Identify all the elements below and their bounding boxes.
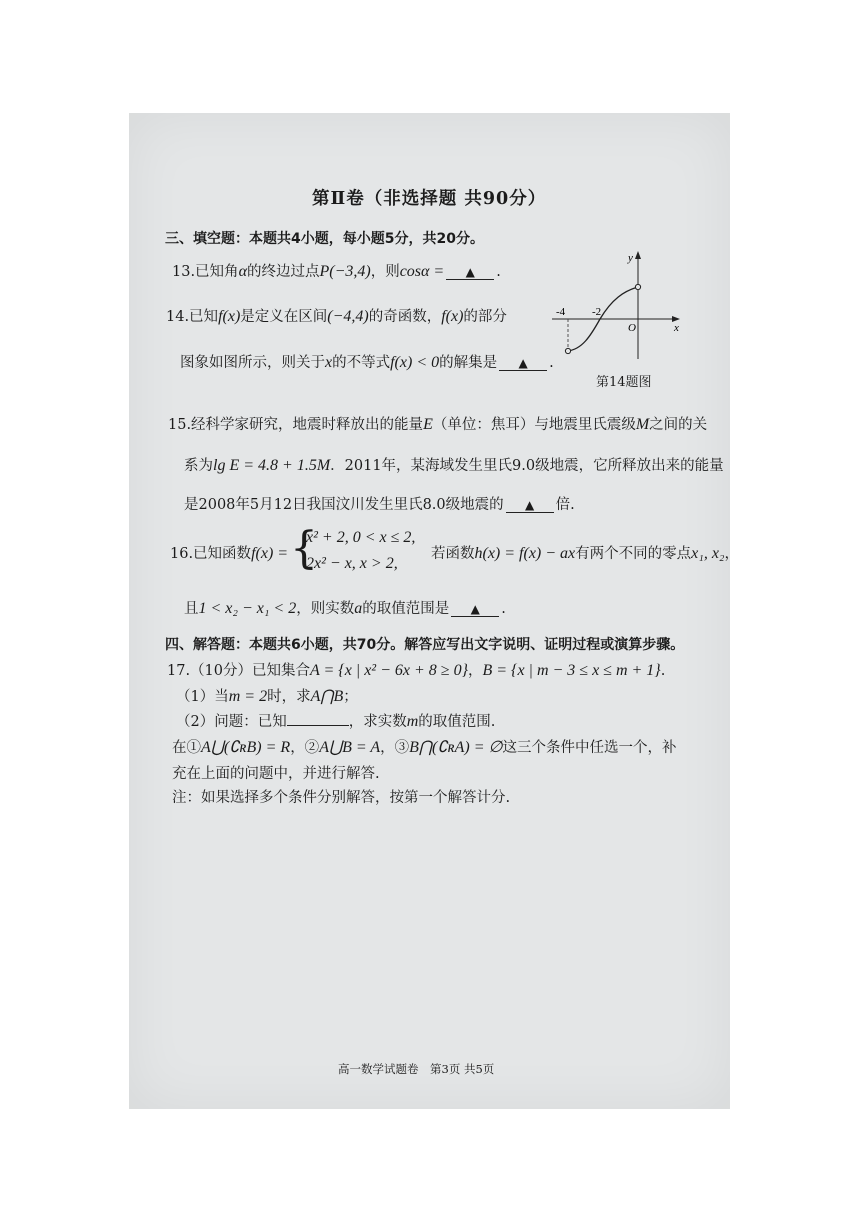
section-3-heading: 三、填空题：本题共4小题，每小题5分，共20分。 [165,231,484,247]
q15-M: M [635,416,650,433]
q17-condition-3: B⋂(∁ʀA) = ∅ [409,739,503,756]
open-endpoint-left [565,348,570,353]
q15-text: 15.经科学家研究，地震时释放出的能量 [168,417,424,433]
section-4-heading: 四、解答题：本题共6小题，共70分。解答应写出文字说明、证明过程或演算步骤。 [165,637,685,653]
q17-c3-prefix: ，③ [380,740,410,756]
q13-answer-blank: ▲ [446,265,494,280]
q15-text-2: 系为 [184,458,213,474]
q15-text-3-end: 倍. [555,497,575,513]
q15-text-end: 之间的关 [649,417,708,433]
q17-part1-end: ； [343,689,358,705]
q17-part1-mid: 时，求 [267,689,311,705]
q17-conditions-line-2: 充在上面的问题中，并进行解答. [172,766,380,782]
q17-part2-mid: ，求实数 [348,714,407,730]
q16-text-mid: 若函数 [431,546,475,562]
question-16-lead [170,542,288,563]
q16-condition: 1 < x₂ − x₁ < 2 [198,600,297,617]
q16-text-mid2: 有两个不同的零点 [575,546,692,562]
q15-text-2-end: ．2011年，某海域发生里氏9.0级地震，它所释放出来的能量 [330,458,724,474]
q14-text-2: 图象如图所示，则关于 [180,355,325,371]
q17-conditions [172,736,677,757]
q13-text: 13.已知角 [172,264,239,280]
q13-point: P(−3,4) [319,263,371,280]
q13-alpha: α [238,263,247,280]
q17-part1-text: （1）当 [176,689,229,705]
q17-condition-2: A⋃B = A [319,739,381,756]
q17-part1-cond: m = 2 [228,688,268,705]
q17-part-1 [176,685,358,706]
q14-graph-figure [548,247,688,367]
q17-set-a: A = {x | x² − 6x + 8 ≥ 0} [310,662,468,679]
q15-formula: lg E = 4.8 + 1.5M [213,457,331,474]
q16-zeros: x₁, x₂ [691,545,725,562]
q14-answer-blank: ▲ [499,356,547,371]
q14-text-2-mid2: 的解集是 [439,355,498,371]
q14-interval: (−4,4) [327,308,369,325]
tick-label-neg2: -2 [592,306,602,318]
question-14-line-1 [166,305,507,326]
question-16-line-2 [184,597,506,618]
q17-part2-end: 的取值范围. [418,714,496,730]
q14-text-mid: 是定义在区间 [240,309,328,325]
question-15-line-2 [184,454,724,475]
q14-x: x [325,354,333,371]
y-axis-label: y [628,252,633,264]
question-16-rest [431,542,739,563]
q15-text-3: 是2008年5月12日我国汶川发生里氏8.0级地震的 [184,497,504,513]
q14-end: . [549,355,554,371]
part-title: 第Ⅱ卷（非选择题 共90分） [312,189,547,209]
question-15-line-3 [184,493,575,514]
q14-text: 14.已知 [166,309,219,325]
q17-part2-m: m [406,713,419,730]
q16-answer-blank: ▲ [451,602,499,617]
q14-text-2-mid: 的不等式 [332,355,391,371]
piecewise-brace: { [290,523,318,574]
question-13 [172,260,501,281]
q16-a: a [354,600,363,617]
q17-choose-end: 这三个条件中任选一个，补 [502,740,677,756]
q16-text-2: 且 [184,601,199,617]
q14-figure-caption: 第14题图 [596,375,652,390]
q13-text-mid: 的终边过点 [246,264,320,280]
q17-c2-prefix: ，② [290,740,320,756]
q16-case-2: 2x² − x, x > 2, [306,555,398,572]
q17-comma: ， [467,663,483,679]
open-endpoint-right [635,284,640,289]
q16-case-1: x² + 2, 0 < x ≤ 2, [306,529,416,546]
q16-hx: h(x) = f(x) − ax [474,545,576,562]
q17-condition-1: A⋃(∁ʀB) = R [201,739,291,756]
q14-fx: f(x) [218,308,241,325]
q17-choose-prefix: 在① [172,740,201,756]
q13-end: . [496,264,501,280]
page-footer: 高一数学试题卷 第3页 共5页 [338,1062,495,1076]
x-axis-label: x [674,322,679,334]
q17-set-b: B = {x | m − 3 ≤ x ≤ m + 1} [482,662,661,679]
q15-E: E [423,416,433,433]
q16-comma: ， [724,546,739,562]
q17-part-2 [176,710,495,731]
question-14-line-2 [180,351,554,372]
q14-text-mid2: 的奇函数， [368,309,442,325]
question-17 [167,659,665,680]
q17-condition-blank [287,725,349,726]
q17-end: . [660,663,666,679]
q17-part2-text: （2）问题：已知 [176,714,287,730]
q16-text-2-mid: ，则实数 [296,601,355,617]
question-15-line-1 [168,413,707,434]
q17-note: 注：如果选择多个条件分别解答，按第一个解答计分. [172,790,511,806]
q17-text: 17.（10分）已知集合 [167,663,311,679]
q14-inequality: f(x) < 0 [390,354,440,371]
q16-text-2-mid2: 的取值范围是 [362,601,450,617]
q14-text-end: 的部分 [463,309,507,325]
q15-text-mid: （单位：焦耳）与地震里氏震级 [432,417,636,433]
q16-end: . [501,601,506,617]
y-axis-arrow [635,251,641,259]
tick-label-neg4: -4 [556,306,566,318]
origin-label: O [628,322,636,334]
q15-answer-blank: ▲ [506,498,554,513]
q17-part1-expr: A⋂B [310,688,344,705]
q14-fx2: f(x) [441,308,464,325]
q13-expr: cosα = [399,263,445,280]
q16-fx: f(x) = [251,545,289,562]
q13-text-then: ，则 [370,264,400,280]
q16-text: 16.已知函数 [170,546,252,562]
